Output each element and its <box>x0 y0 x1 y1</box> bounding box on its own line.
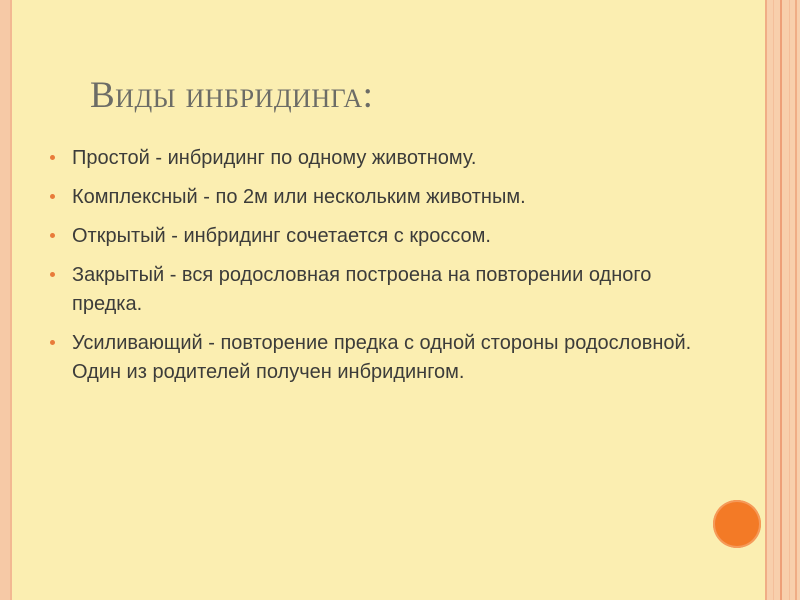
list-item <box>48 183 698 212</box>
list-item-text: Закрытый - вся родословная построена на повторении одного предка. <box>72 264 652 315</box>
bullet-dot-icon <box>50 155 55 160</box>
bullet-dot-icon <box>50 194 55 199</box>
right-border-line <box>795 0 797 600</box>
slide-title: Виды инбридинга: <box>90 75 374 116</box>
bullet-dot-icon <box>50 272 55 277</box>
list-item-text: Простой - инбридинг по одному животному. <box>72 147 477 169</box>
orange-circle-icon <box>713 500 761 548</box>
list-item-text: Комплексный - по 2м или нескольким животным. <box>72 186 526 208</box>
right-border-line <box>773 0 774 600</box>
bullet-list <box>48 144 698 397</box>
list-item <box>48 144 698 173</box>
list-item <box>48 261 698 319</box>
right-border-line <box>789 0 790 600</box>
bullet-dot-icon <box>50 340 55 345</box>
list-item <box>48 329 698 387</box>
right-border-line <box>765 0 767 600</box>
list-item-text: Усиливающий - повторение предка с одной стороны родословной. Один из родителей получен инбридингом. <box>72 332 692 383</box>
right-border-line <box>780 0 782 600</box>
list-item-text: Открытый - инбридинг сочетается с кроссом. <box>72 225 491 247</box>
left-border-strip <box>0 0 10 600</box>
list-item <box>48 222 698 251</box>
bullet-dot-icon <box>50 233 55 238</box>
left-border-line <box>10 0 12 600</box>
